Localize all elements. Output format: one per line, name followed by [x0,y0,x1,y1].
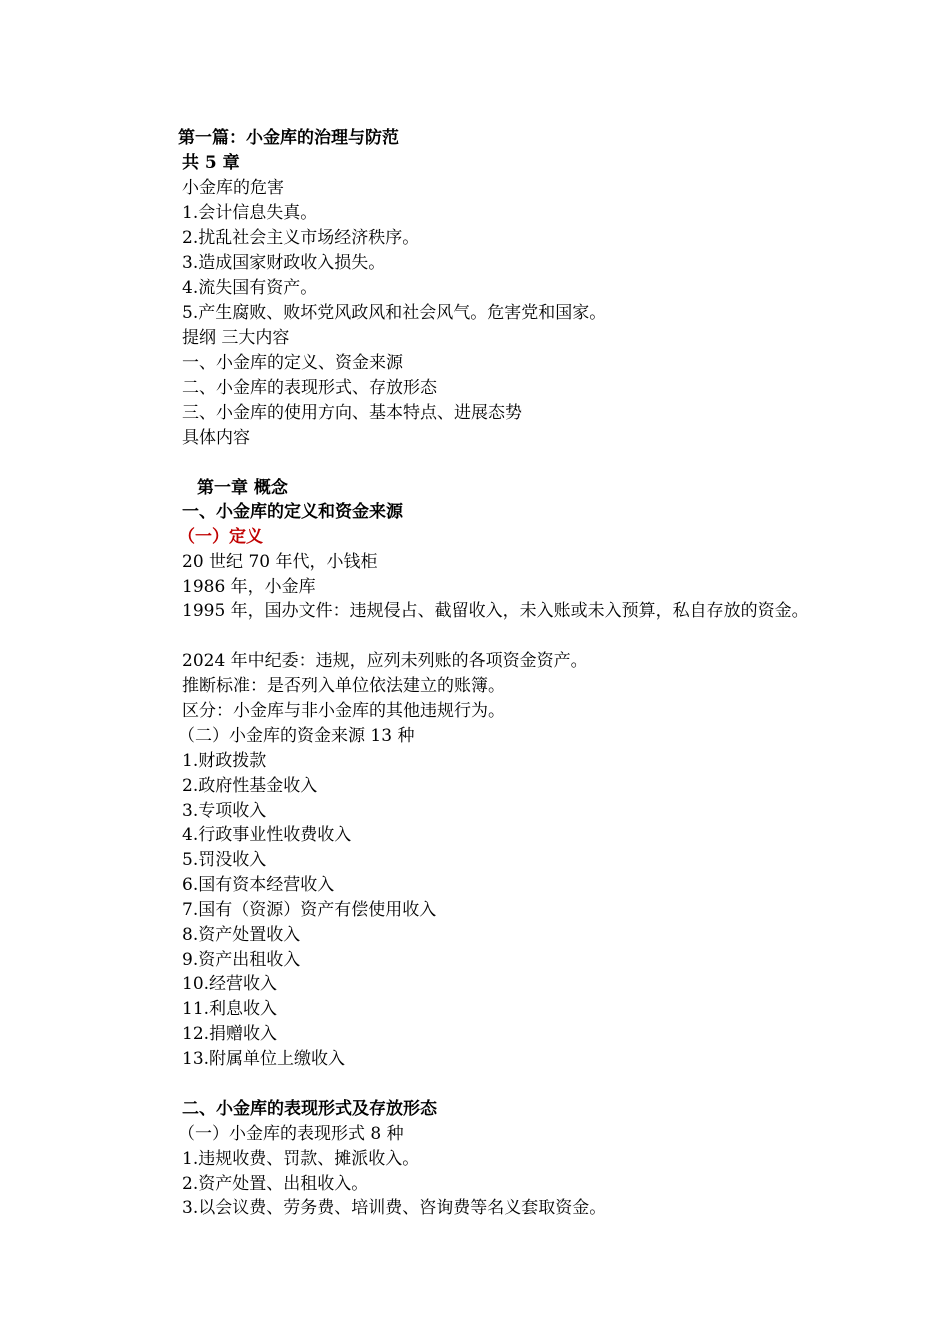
source-item: 3.专项收入 [182,801,267,821]
outline-item: 三、小金库的使用方向、基本特点、进展态势 [182,403,522,423]
definition-line: 1986 年，小金库 [182,577,316,597]
definition-line: 20 世纪 70 年代，小钱柜 [182,552,378,572]
form-item: 3.以会议费、劳务费、培训费、咨询费等名义套取资金。 [182,1198,607,1218]
details-label: 具体内容 [182,428,250,448]
forms-heading: （一）小金库的表现形式 8 种 [178,1124,404,1144]
source-item: 7.国有（资源）资产有偿使用收入 [182,900,437,920]
sources-heading: （二）小金库的资金来源 13 种 [178,726,415,746]
chapter1-title: 第一章 概念 [197,478,288,498]
source-item: 12.捐赠收入 [182,1024,278,1044]
source-item: 10.经营收入 [182,974,278,994]
source-item: 1.财政拨款 [182,751,267,771]
harm-item: 4.流失国有资产。 [182,278,318,298]
source-item: 8.资产处置收入 [182,925,301,945]
definition-line: 推断标准：是否列入单位依法建立的账簿。 [182,676,505,696]
source-item: 4.行政事业性收费收入 [182,825,352,845]
source-item: 11.利息收入 [182,999,278,1019]
document-title: 第一篇：小金库的治理与防范 [178,128,399,148]
source-item: 13.附属单位上缴收入 [182,1049,346,1069]
harm-item: 5.产生腐败、败坏党风政风和社会风气。危害党和国家。 [182,303,607,323]
source-item: 5.罚没收入 [182,850,267,870]
harm-item: 2.扰乱社会主义市场经济秩序。 [182,228,420,248]
outline-heading: 提纲 三大内容 [182,328,290,348]
section2-title: 二、小金库的表现形式及存放形态 [182,1099,437,1119]
form-item: 1.违规收费、罚款、摊派收入。 [182,1149,420,1169]
source-item: 9.资产出租收入 [182,950,301,970]
harm-item: 1.会计信息失真。 [182,203,318,223]
outline-item: 一、小金库的定义、资金来源 [182,353,403,373]
harms-heading: 小金库的危害 [182,178,284,198]
definition-line: 2024 年中纪委：违规，应列未列账的各项资金资产。 [182,651,588,671]
definition-heading: （一）定义 [178,527,263,547]
source-item: 2.政府性基金收入 [182,776,318,796]
definition-line: 区分：小金库与非小金库的其他违规行为。 [182,701,505,721]
harm-item: 3.造成国家财政收入损失。 [182,253,386,273]
outline-item: 二、小金库的表现形式、存放形态 [182,378,437,398]
form-item: 2.资产处置、出租收入。 [182,1174,369,1194]
definition-1995-paragraph: 1995 年，国办文件：违规侵占、截留收入，未入账或未入预算，私自存放的资金。 [182,601,809,621]
source-item: 6.国有资本经营收入 [182,875,335,895]
section1-title: 一、小金库的定义和资金来源 [182,502,403,522]
chapter-count: 共 5 章 [182,153,240,173]
